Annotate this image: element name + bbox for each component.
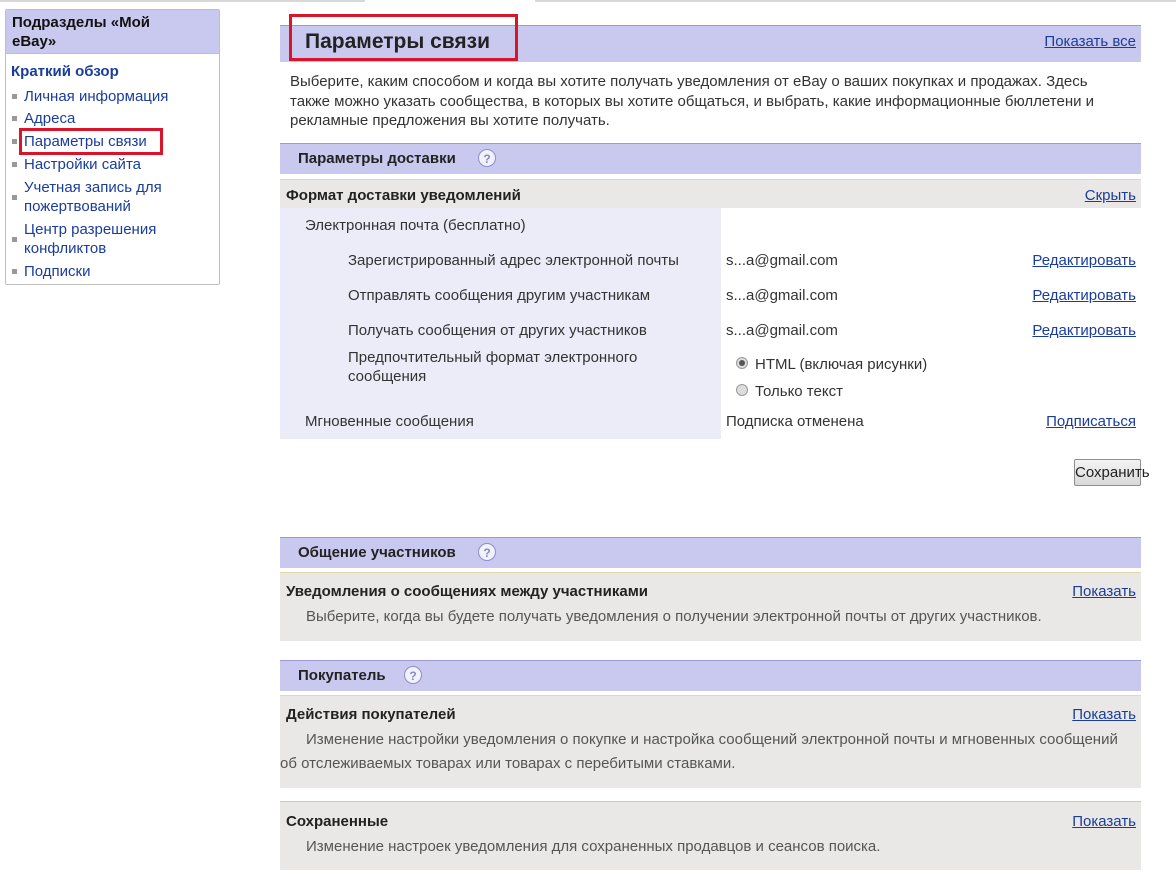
hide-link[interactable]: Скрыть bbox=[1084, 187, 1136, 204]
saved-heading: Сохраненные bbox=[286, 813, 389, 830]
sidebar-item-resolution-center[interactable]: Центр разрешения конфликтов bbox=[12, 220, 156, 258]
receive-messages-label: Получать сообщения от других участников bbox=[348, 322, 647, 339]
registered-email-label: Зарегистрированный адрес электронной почты bbox=[348, 252, 679, 269]
section-delivery-title: Параметры доставки bbox=[298, 150, 456, 167]
send-messages-label: Отправлять сообщения другим участникам bbox=[348, 287, 651, 304]
format-text-label: Только текст bbox=[755, 383, 843, 400]
page-title: Параметры связи bbox=[305, 30, 491, 53]
sidebar-title: Подразделы «Мой eBay» bbox=[6, 10, 219, 54]
saved-block bbox=[280, 801, 1141, 870]
sidebar-item-addresses[interactable]: Адреса bbox=[12, 109, 75, 128]
help-icon[interactable]: ? bbox=[478, 543, 496, 561]
buyer-desc-line2: об отслеживаемых товарах или товарах с перебитыми ставками. bbox=[280, 755, 736, 772]
format-html-label: HTML (включая рисунки) bbox=[755, 356, 928, 373]
buyer-desc-line1: Изменение настройки уведомления о покупке и настройка сообщений электронной почты и мгновенных сообщений bbox=[306, 731, 1118, 748]
im-status: Подписка отменена bbox=[726, 413, 864, 430]
format-text-radio[interactable] bbox=[736, 384, 748, 396]
sidebar-item-communication-prefs[interactable]: Параметры связи bbox=[12, 132, 147, 151]
delivery-format-header bbox=[280, 179, 1141, 209]
help-icon[interactable]: ? bbox=[404, 666, 422, 684]
community-desc: Выберите, когда вы будете получать уведомления о получении электронной почты от других участников. bbox=[306, 608, 1042, 625]
community-heading: Уведомления о сообщениях между участниками bbox=[286, 583, 649, 600]
edit-receive-messages-link[interactable]: Редактировать bbox=[1032, 322, 1136, 339]
section-buyer-title: Покупатель bbox=[298, 667, 386, 684]
save-button[interactable]: Сохранить bbox=[1074, 459, 1141, 486]
bullet-icon bbox=[12, 139, 17, 144]
sidebar-summary-link[interactable]: Краткий обзор bbox=[11, 63, 119, 80]
edit-registered-email-link[interactable]: Редактировать bbox=[1032, 252, 1136, 269]
saved-show-link[interactable]: Показать bbox=[1072, 813, 1136, 830]
bullet-icon bbox=[12, 94, 17, 99]
bullet-icon bbox=[12, 237, 17, 242]
section-community-header bbox=[280, 537, 1141, 568]
format-html-radio[interactable] bbox=[736, 357, 748, 369]
community-show-link[interactable]: Показать bbox=[1072, 583, 1136, 600]
buyer-show-link[interactable]: Показать bbox=[1072, 706, 1136, 723]
highlight-box-title bbox=[289, 14, 518, 61]
sidebar-item-personal-info[interactable]: Личная информация bbox=[12, 87, 168, 106]
section-buyer-header bbox=[280, 660, 1141, 691]
sidebar-item-subscriptions[interactable]: Подписки bbox=[12, 262, 91, 281]
delivery-format-heading: Формат доставки уведомлений bbox=[286, 187, 521, 204]
sidebar-item-site-prefs[interactable]: Настройки сайта bbox=[12, 155, 141, 174]
intro-text: Выберите, каким способом и когда вы хотите получать уведомления от eBay о ваших покупках и продажах. Здесь также можно указать сообщества, в которых вы хотите общаться, и выбрать, какие информационные бюллетени и рекламные предложения вы хотите получать. bbox=[290, 73, 1095, 129]
email-label: Электронная почта (бесплатно) bbox=[305, 217, 526, 234]
sidebar-item-donation-account[interactable]: Учетная запись для пожертвований bbox=[12, 178, 162, 216]
community-block bbox=[280, 572, 1141, 641]
help-icon[interactable]: ? bbox=[478, 149, 496, 167]
highlight-box-sidebar bbox=[19, 128, 163, 155]
im-label: Мгновенные сообщения bbox=[305, 413, 474, 430]
bullet-icon bbox=[12, 162, 17, 167]
bullet-icon bbox=[12, 195, 17, 200]
send-messages-value: s...a@gmail.com bbox=[726, 287, 838, 304]
section-delivery-header bbox=[280, 143, 1141, 174]
show-all-link[interactable]: Показать все bbox=[1044, 33, 1136, 50]
buyer-block bbox=[280, 695, 1141, 788]
registered-email-value: s...a@gmail.com bbox=[726, 252, 838, 269]
receive-messages-value: s...a@gmail.com bbox=[726, 322, 838, 339]
subscribe-link[interactable]: Подписаться bbox=[1046, 413, 1136, 430]
buyer-heading: Действия покупателей bbox=[286, 706, 456, 723]
bullet-icon bbox=[12, 269, 17, 274]
section-community-title: Общение участников bbox=[298, 544, 456, 561]
email-format-label: Предпочтительный формат электронного сообщения bbox=[348, 349, 638, 385]
top-border bbox=[0, 0, 1176, 2]
edit-send-messages-link[interactable]: Редактировать bbox=[1032, 287, 1136, 304]
saved-desc: Изменение настроек уведомления для сохраненных продавцов и сеансов поиска. bbox=[306, 838, 881, 855]
bullet-icon bbox=[12, 116, 17, 121]
